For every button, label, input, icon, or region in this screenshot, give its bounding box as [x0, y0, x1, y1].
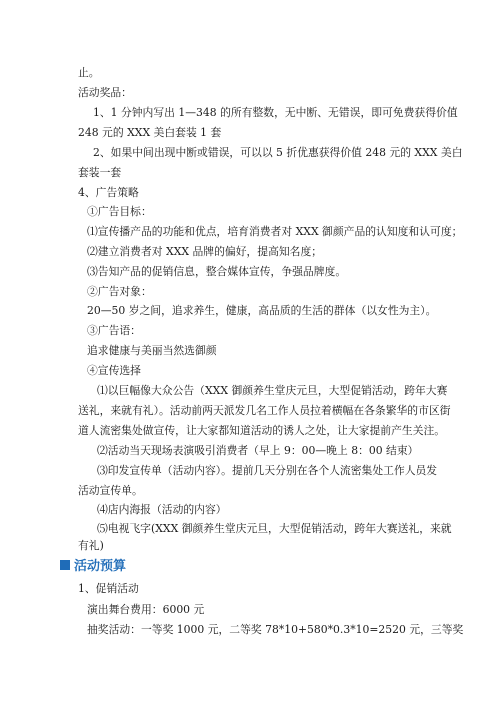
text-line: 1、1 分钟内写出 1—348 的所有整数，无中断、无错误，即可免费获得价值 [93, 106, 458, 119]
heading-square-icon [60, 560, 70, 570]
text-line: 活动宣传单。 [78, 484, 143, 497]
text-line: ④宣传选择 [87, 364, 141, 377]
text-line: ⑵建立消费者对 XXX 品牌的偏好，提高知名度； [87, 245, 323, 258]
text-line: 追求健康与美丽当然选御颜 [87, 344, 217, 357]
text-line: 送礼，来就有礼）。活动前两天派发几名工作人员拉着横幅在各条繁华的市区街 [78, 404, 451, 417]
text-line: ⑶告知产品的促销信息，整合媒体宣传，争强品牌度。 [87, 265, 347, 278]
text-line: 活动奖品： [78, 86, 132, 99]
text-line: 有礼) [78, 539, 104, 552]
section-heading-text: 活动预算 [74, 559, 127, 574]
text-line: ⑸电视飞字(XXX 御颜养生堂庆元旦，大型促销活动，跨年大赛送礼，来就 [97, 522, 452, 535]
text-line: ②广告对象： [87, 285, 152, 298]
text-line: ③广告语： [87, 324, 141, 337]
text-line: 抽奖活动：一等奖 1000 元，二等奖 78*10+580*0.3*10=2520 元，三等奖 [87, 623, 464, 636]
text-line: 道人流密集处做宣传，让大家都知道活动的诱人之处，让大家提前产生关注。 [78, 424, 446, 437]
text-line: 2、如果中间出现中断或错误，可以以 5 折优惠获得价值 248 元的 XXX 美白 [93, 146, 463, 159]
text-line: ⑶印发宣传单（活动内容）。提前几天分别在各个人流密集处工作人员发 [97, 464, 438, 477]
text-line: 套装一套 [78, 166, 122, 179]
section-heading [60, 555, 126, 574]
text-line: ⑵活动当天现场表演吸引消费者（早上 9：00—晚上 8：00 结束） [97, 444, 419, 457]
text-line: ①广告目标： [87, 205, 152, 218]
text-line: 止。 [78, 66, 100, 79]
text-line: ⑷店内海报（活动的内容） [97, 503, 227, 516]
text-line: 演出舞台费用：6000 元 [87, 603, 205, 616]
text-line: 4、广告策略 [78, 186, 139, 199]
text-line: 1、促销活动 [78, 582, 139, 595]
text-line: ⑴宣传播产品的功能和优点，培育消费者对 XXX 御颜产品的认知度和认可度； [87, 225, 463, 238]
text-line: ⑴以巨幅像大众公告（XXX 御颜养生堂庆元旦，大型促销活动，跨年大赛 [97, 384, 448, 397]
text-line: 20—50 岁之间，追求养生，健康，高品质的生活的群体（以女性为主）。 [87, 304, 437, 317]
text-line: 248 元的 XXX 美白套装 1 套 [78, 126, 222, 139]
